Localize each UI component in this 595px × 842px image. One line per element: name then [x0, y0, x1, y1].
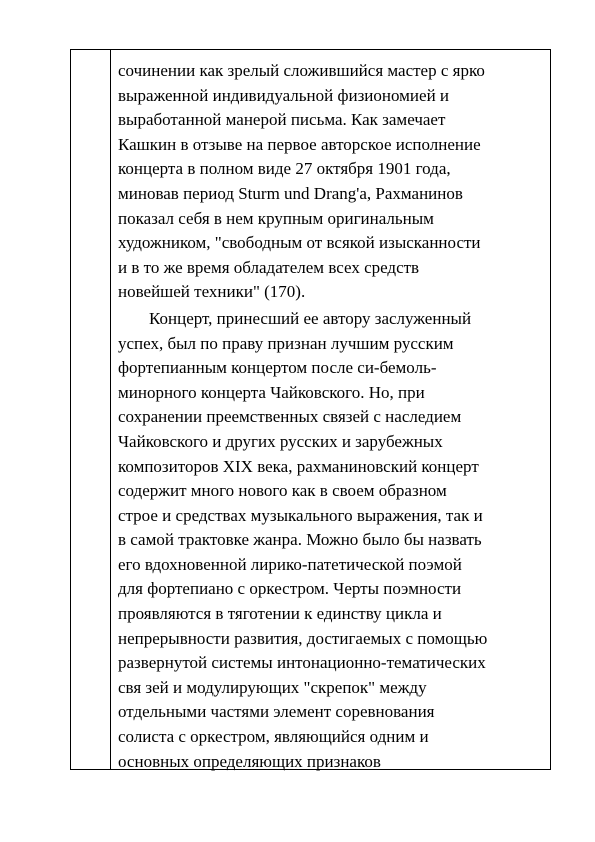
paragraph-2 — [118, 307, 550, 774]
text-line: солиста с оркестром, являющийся одним и — [118, 727, 429, 747]
text-line: непрерывности развития, достигаемых с помощью — [118, 628, 488, 648]
text-line: развернутой системы интонационно-тематических — [118, 653, 486, 673]
text-line: отдельными частями элемент соревнования — [118, 702, 435, 722]
text-line: Чайковского и других русских и зарубежных — [118, 431, 443, 451]
text-line: успех, был по праву признан лучшим русским — [118, 333, 454, 353]
text-line: строе и средствах музыкального выражения, так и — [118, 505, 483, 525]
text-line: новейшей техники" (170). — [118, 282, 306, 302]
text-line: свя зей и модулирующих "скрепок" между — [118, 677, 427, 697]
text-line: основных определяющих признаков — [118, 751, 381, 771]
text-block — [118, 59, 550, 774]
text-line: и в то же время обладателем всех средств — [118, 257, 420, 277]
content-table — [70, 49, 551, 770]
text-line: Концерт, принесший ее автору заслуженный — [149, 308, 472, 328]
text-line: содержит много нового как в своем образном — [118, 481, 447, 501]
text-line: для фортепиано с оркестром. Черты поэмности — [118, 579, 462, 599]
text-line: выраженной индивидуальной физиономией и — [118, 85, 450, 105]
text-line: в самой трактовке жанра. Можно было бы назвать — [118, 530, 482, 550]
paragraph-1 — [118, 59, 550, 305]
text-line: Кашкин в отзыве на первое авторское исполнение — [118, 134, 481, 154]
text-line: выработанной манерой письма. Как замечает — [118, 110, 446, 130]
text-line: концерта в полном виде 27 октября 1901 года, — [118, 159, 451, 179]
text-line: художником, "свободным от всякой изысканности — [118, 233, 481, 253]
text-line: минорного концерта Чайковского. Но, при — [118, 382, 425, 402]
text-line: проявляются в тяготении к единству цикла и — [118, 604, 442, 624]
text-line: его вдохновенной лирико-патетической поэмой — [118, 554, 462, 574]
text-line: фортепианным концертом после си-бемоль- — [118, 358, 437, 378]
text-line: сочинении как зрелый сложившийся мастер с ярко — [118, 61, 485, 80]
text-line: показал себя в нем крупным оригинальным — [118, 208, 434, 228]
text-column — [111, 50, 551, 769]
text-line: композиторов XIX века, рахманиновский концерт — [118, 456, 479, 476]
text-line: сохранении преемственных связей с наследием — [118, 407, 462, 427]
left-column — [71, 50, 111, 769]
text-line: миновав период Sturm und Drang'a, Рахманинов — [118, 183, 463, 203]
